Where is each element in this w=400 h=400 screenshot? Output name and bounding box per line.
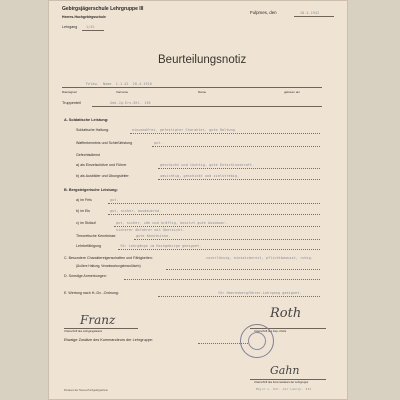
commander-note: Etwaige Zusätze des Kommandeurs der Lehrgruppe: — [64, 338, 154, 342]
section-b-row-value-cont: sicherer Abfahrer mit Übersicht. — [116, 228, 185, 232]
unit-label: Truppenteil — [62, 101, 81, 105]
unit-line — [92, 106, 322, 107]
unit-value: Geb.Jg.Ers.Btl. 136 — [110, 101, 151, 105]
instructor-caption: Unterschrift des Lehrgangsleiters — [64, 330, 103, 333]
official-stamp — [240, 324, 274, 358]
dotted-line — [114, 226, 320, 227]
print-note: Druckerei der Heeres-Hochgebirgsschule — [64, 389, 108, 392]
dotted-line — [108, 203, 320, 204]
section-a-title: A. Soldatische Leistung: — [64, 118, 109, 122]
person-line — [62, 87, 322, 88]
dotted-line — [158, 179, 320, 180]
section-c-value: zuverlässig, einsatzbereit, pflichtbewusst, ruhig. — [206, 256, 314, 260]
instructor-signature: Franz — [80, 313, 116, 327]
stamp-eagle-icon — [248, 332, 266, 350]
subunit-name: Heeres-Hochgebirgsschule — [62, 15, 106, 19]
section-a-row-label: a) als Einzelschütze und Führer — [76, 163, 127, 167]
commander-rank: Major u. Kdr. der Lehrgr. III — [256, 387, 312, 391]
section-d-title: D. Sonstige Anmerkungen: — [64, 274, 107, 278]
label-name: Name — [198, 90, 207, 94]
section-e-title: E. Wertung nach H.-Dv. -Ordnung: — [64, 291, 119, 295]
section-b-row-value: gute Kenntnisse. — [136, 234, 171, 238]
course-line — [82, 30, 104, 31]
dotted-line — [166, 269, 320, 270]
section-c-title: C. Besondere Charaktereigenschaften und Fähigkeiten: — [64, 256, 153, 260]
commander-signature: Gahn — [270, 364, 300, 377]
section-c-subtitle: (Äußere Haltung, Verantwortungsbewußtsein) — [76, 264, 141, 268]
document-title: Beurteilungsnotiz — [158, 54, 247, 66]
date-value: 10.4.1942 — [300, 11, 320, 15]
dotted-line — [118, 249, 320, 250]
section-a-row-label: Gefechtsdienst — [76, 153, 100, 157]
date-line — [294, 16, 334, 17]
section-b-row-label: Lehrbefähigung — [76, 244, 101, 248]
dotted-line — [158, 296, 320, 297]
section-b-row-label: b) im Eis — [76, 209, 90, 213]
course-value: 1/42 — [86, 25, 95, 29]
dotted-line — [158, 168, 320, 169]
section-e-value: für Heeresbergführer-Lehrgang geeignet. — [218, 291, 302, 295]
section-a-row-value: einwandfrei, gefestigter Charakter, gute Haltung. — [132, 128, 237, 132]
section-a-row-value: gut. — [154, 141, 163, 145]
dotted-line — [152, 146, 320, 147]
chief-caption: Unterschrift des Insp.-Chefs — [254, 330, 287, 333]
section-b-row-value: gut. — [110, 198, 119, 202]
section-a-row-label: b) als Ausbilder und Übungsleiter — [76, 174, 129, 178]
section-b-title: B. Bergsteigerische Leistung: — [64, 188, 118, 192]
dotted-line — [134, 239, 320, 240]
dotted-line — [108, 214, 320, 215]
signature-line-bottom — [250, 379, 326, 380]
dotted-line — [130, 133, 320, 134]
document-page — [48, 0, 348, 400]
section-a-row-label: Soldatische Haltung: — [76, 128, 109, 132]
section-b-row-value: gut, sicher, ausdauernd. — [110, 209, 162, 213]
section-a-row-label: Waffenkenntnis und Schießleistung — [76, 141, 133, 145]
school-name: Gebirgsjägerschule Lehrgruppe III — [62, 6, 144, 12]
section-b-row-label: a) im Fels — [76, 198, 92, 202]
commander-caption: Unterschrift des Kommandeurs der Lehrgruppe — [254, 381, 309, 384]
section-b-row-value: gut, sicher, zäh und kräftig, besitzt gute Ausdauer. — [116, 221, 228, 225]
place-date-label: Fulpmes, den — [250, 10, 277, 15]
section-a-row-value: umsichtig, geschickt und zielstrebig. — [160, 174, 240, 178]
signature-line-left — [64, 328, 138, 329]
person-values: Feldw. Name 1.1.42 20.4.1916 — [86, 82, 152, 86]
section-b-row-label: Theoretische Kenntnisse — [76, 234, 116, 238]
course-label: Lehrgang — [62, 25, 78, 29]
section-b-row-value: für Lehrgänge im Hochgebirge geeignet. — [120, 244, 202, 248]
label-rank: Dienstgrad — [62, 90, 77, 94]
label-firstname: Vorname — [116, 90, 129, 94]
section-a-row-value: geschickt und tüchtig, gute Entschlusskraft. — [160, 163, 255, 167]
dotted-line — [124, 279, 320, 280]
chief-signature: Roth — [270, 306, 302, 321]
label-birthdate: geboren am — [284, 90, 301, 94]
section-b-row-label: c) im Skilauf — [76, 221, 96, 225]
